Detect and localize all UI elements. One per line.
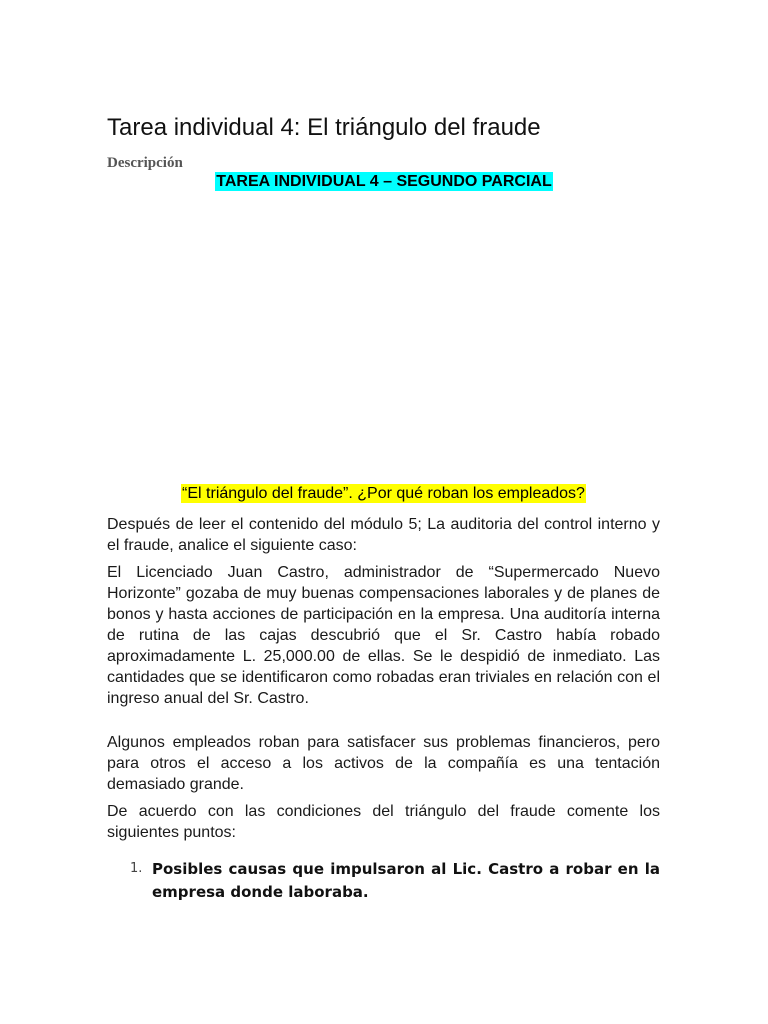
list-item-text: Posibles causas que impulsaron al Lic. Castro a robar en la empresa donde laboraba. [152,860,660,901]
assignment-heading-text: TAREA INDIVIDUAL 4 – SEGUNDO PARCIAL [216,173,552,190]
instruction-paragraph: De acuerdo con las condiciones del triángulo del fraude comente los siguientes puntos: [107,803,660,841]
intro-paragraph: Después de leer el contenido del módulo 5; La auditoria del control interno y el fraude, analice el siguiente caso: [107,516,660,554]
case-heading-text: “El triángulo del fraude”. ¿Por qué roban los empleados? [182,485,585,502]
case-heading [107,485,660,503]
assignment-heading [0,173,768,191]
case-paragraph: El Licenciado Juan Castro, administrador de “Supermercado Nuevo Horizonte” gozaba de muy buenas compensaciones laborales y de planes de bonos y hasta acciones de participación en la empresa. Una auditoría interna de rutina de las cajas descubrió que el Sr. Castro había robado aproximadamente L. 25,000.00 de ellas. Se le despidió de inmediato. Las cantidades que se identificaron como robadas eran triviales en relación con el ingreso anual del Sr. Castro. [107,564,660,707]
description-label: Descripción [107,155,183,171]
document-title: Tarea individual 4: El triángulo del fraude [107,114,541,141]
context-paragraph: Algunos empleados roban para satisfacer sus problemas financieros, pero para otros el acceso a los activos de la compañía es una tentación demasiado grande. [107,734,660,793]
list-item-number: 1. [130,861,143,876]
